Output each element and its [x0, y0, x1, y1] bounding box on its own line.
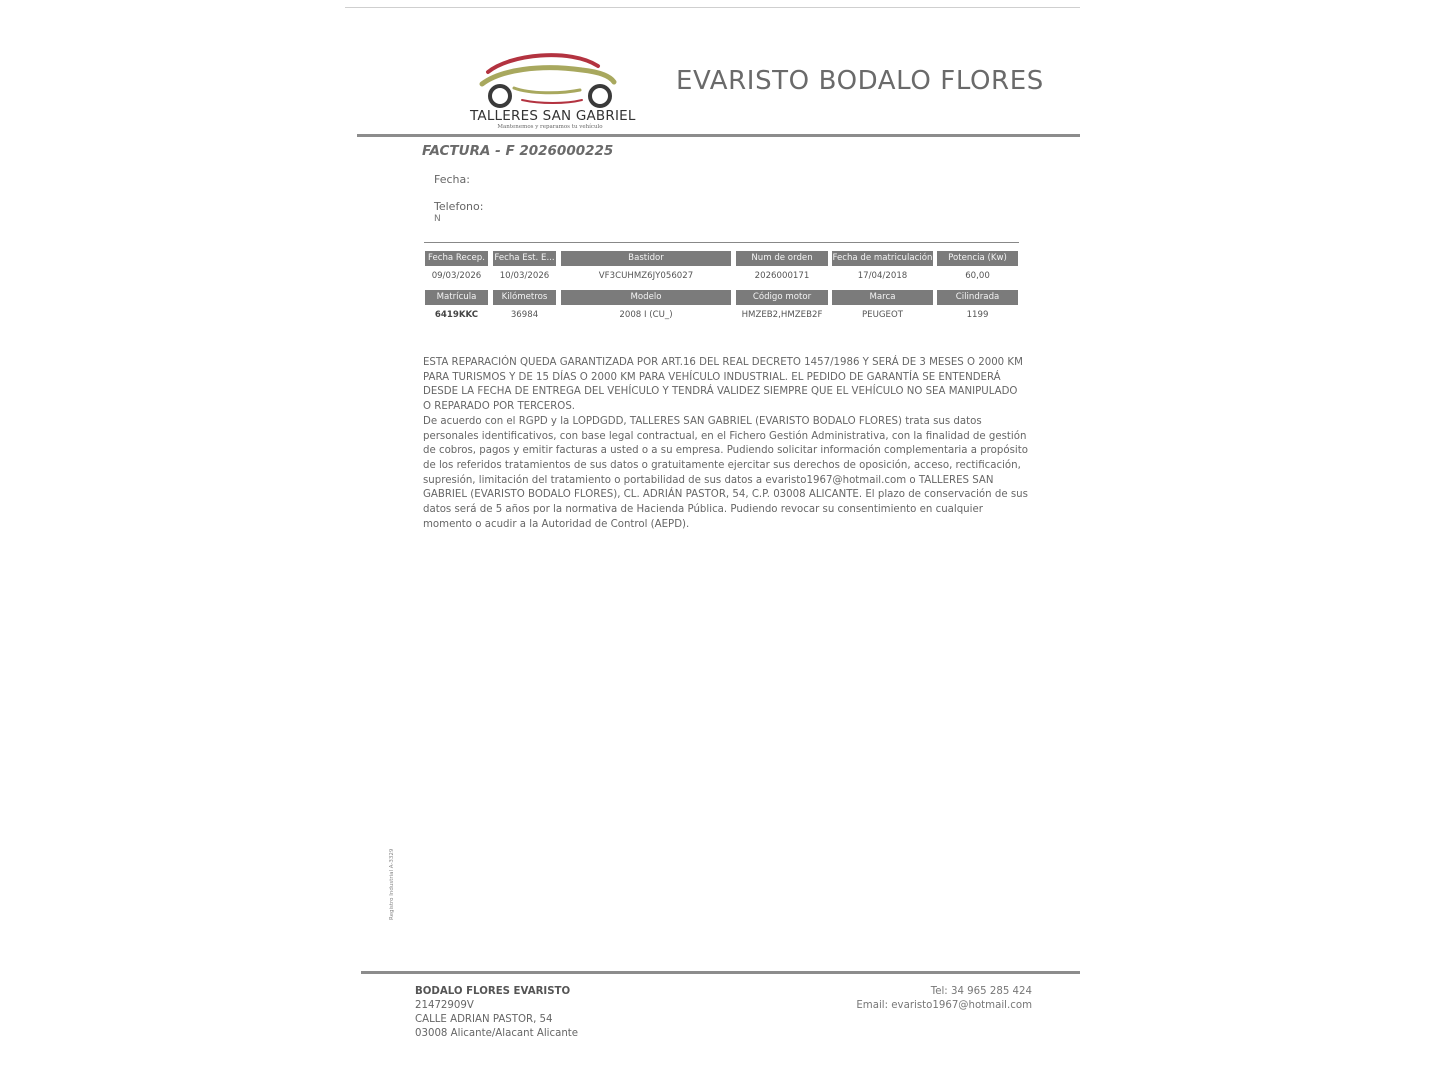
fecha-label: Fecha:	[434, 173, 470, 186]
company-logo	[470, 50, 636, 132]
table-value-cell: 36984	[510, 310, 539, 320]
table-header-cell: Bastidor	[561, 251, 731, 266]
table-header-cell: Fecha Recep.	[425, 251, 488, 266]
table-value-cell: PEUGEOT	[861, 310, 903, 320]
table-value-cell: 10/03/2026	[499, 271, 550, 281]
top-border-line	[345, 7, 1080, 8]
table-header-cell: Matrícula	[425, 290, 488, 305]
footer-contact	[856, 985, 1032, 1013]
table-value-cell: 2008 I (CU_)	[619, 310, 673, 320]
table-value-cell: 6419KKC	[434, 310, 479, 320]
table-value-cell: 09/03/2026	[431, 271, 482, 281]
footer-email: Email: evaristo1967@hotmail.com	[856, 1000, 1032, 1011]
table-value-cell: 2026000171	[754, 271, 810, 281]
table-header-cell: Num de orden	[736, 251, 828, 266]
invoice-title: FACTURA - F 2026000225	[422, 143, 614, 159]
table-header-cell: Modelo	[561, 290, 731, 305]
footer-nif: 21472909V	[415, 1000, 474, 1011]
telefono-label: Telefono:	[434, 200, 484, 213]
table-header-cell: Marca	[832, 290, 933, 305]
info-divider	[424, 242, 1019, 243]
table-header-cell: Cilindrada	[937, 290, 1018, 305]
car-logo-icon	[470, 50, 630, 110]
table-header-cell: Kilómetros	[493, 290, 556, 305]
footer-divider	[361, 971, 1080, 974]
privacy-paragraph: De acuerdo con el RGPD y la LOPDGDD, TALLERES SAN GABRIEL (EVARISTO BODALO FLORES) trata sus datos personales identificativos, con base legal contractual, en el Fichero Gestión Administrativa, con la finalidad de gestión de cobros, pagos y emitir facturas a usted o a su empresa. Pudiendo solicitar información complementaria a propósito de los referidos tratamientos de sus datos o gratuitamente ejercitar sus derechos de oposición, acceso, rectificación, supresión, limitación del tratamiento o portabilidad de sus datos a evaristo1967@hotmail.com o TALLERES SAN GABRIEL (EVARISTO BODALO FLORES), CL. ADRIÁN PASTOR, 54, C.P. 03008 ALICANTE. El plazo de conservación de sus datos será de 5 años por la normativa de Hacienda Pública. Pudiendo revocar su consentimiento en cualquier momento o acudir a la Autoridad de Control (AEPD).	[423, 415, 1028, 530]
table-header-cell: Fecha de matriculación	[832, 251, 933, 266]
table-header-cell: Código motor	[736, 290, 828, 305]
table-value-cell: HMZEB2,HMZEB2F	[741, 310, 823, 320]
legal-text	[423, 356, 1028, 532]
table-value-cell: 17/04/2018	[857, 271, 908, 281]
table-value-cell: 60,00	[965, 271, 990, 281]
header-divider	[357, 134, 1080, 137]
table-header-cell: Fecha Est. E...	[493, 251, 556, 266]
footer-name: BODALO FLORES EVARISTO	[415, 986, 571, 997]
footer-city: 03008 Alicante/Alacant Alicante	[415, 1028, 579, 1039]
logo-tagline: Mantenemos y reparamos tu vehículo	[497, 124, 603, 130]
logo-name: TALLERES SAN GABRIEL	[470, 108, 636, 124]
table-value-cell: 1199	[966, 310, 989, 320]
partial-line: N	[434, 214, 441, 224]
footer-address	[415, 985, 578, 1041]
footer-street: CALLE ADRIAN PASTOR, 54	[415, 1014, 553, 1025]
registry-note: Registro Industrial A-3329	[389, 848, 395, 920]
table-value-cell: VF3CUHMZ6JY056027	[598, 271, 694, 281]
footer-tel: Tel: 34 965 285 424	[930, 986, 1032, 997]
table-header-cell: Potencia (Kw)	[937, 251, 1018, 266]
guarantee-paragraph: ESTA REPARACIÓN QUEDA GARANTIZADA POR ART.16 DEL REAL DECRETO 1457/1986 Y SERÁ DE 3 MESES O 2000 KM PARA TURISMOS Y DE 15 DÍAS O 2000 KM PARA VEHÍCULO INDUSTRIAL. EL PEDIDO DE GARANTÍA SE ENTENDERÁ DESDE LA FECHA DE ENTREGA DEL VEHÍCULO Y TENDRÁ VALIDEZ SIEMPRE QUE EL VEHÍCULO NO SEA MANIPULADO O REPARADO POR TERCEROS.	[423, 357, 1023, 413]
company-name: EVARISTO BODALO FLORES	[676, 66, 1044, 96]
